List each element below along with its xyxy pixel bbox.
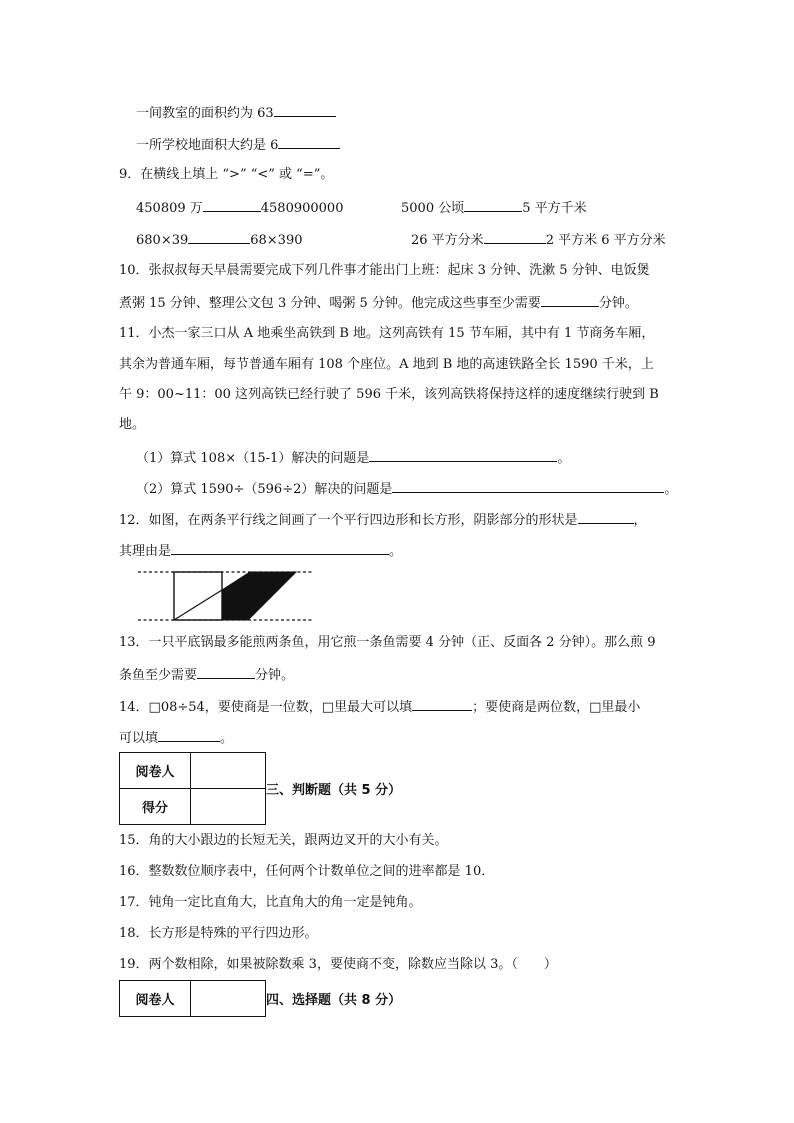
question-11-sub2	[136, 479, 677, 499]
question-18	[119, 925, 318, 943]
answer-blank[interactable]	[158, 728, 220, 742]
question-text: 11．小杰一家三口从 A 地乘坐高铁到 B 地。这列高铁有 15 节车厢，其中有 1 节商务车厢，	[119, 326, 655, 341]
question-text: 13．一只平底锅最多能煎两条鱼，用它煎一条鱼需要 4 分钟（正、反面各 2 分钟）。那么煎 9	[119, 635, 656, 650]
text-line	[136, 135, 340, 155]
compare-left: 450809 万	[136, 201, 203, 216]
answer-blank[interactable]	[203, 198, 261, 212]
question-text: 其理由是	[119, 544, 172, 559]
answer-blank[interactable]	[274, 103, 336, 117]
grader-score-table	[119, 752, 266, 825]
question-text: 条鱼至少需要	[119, 668, 198, 683]
compare-item	[401, 198, 587, 218]
compare-right: 2 平方米 6 平方分米	[545, 233, 666, 248]
compare-left: 680×39	[136, 233, 189, 248]
text-line	[136, 103, 336, 123]
question-text: 。	[557, 451, 571, 466]
question-text: 分钟。	[255, 668, 295, 683]
score-label: 得分	[120, 789, 191, 825]
grader-label: 阅卷人	[120, 981, 191, 1017]
question-text: 午 9：00~11：00 这列高铁已经行驶了 596 千米，该列高铁将保持这样的速度继续行驶到 B	[119, 387, 659, 402]
question-text: 。	[220, 731, 234, 746]
section-title-judgement: 三、判断题（共 5 分）	[266, 783, 402, 798]
question-text: 。	[664, 482, 678, 497]
question-17	[119, 894, 422, 912]
shaded-region	[222, 572, 296, 620]
answer-blank[interactable]	[464, 198, 522, 212]
answer-blank[interactable]	[197, 665, 255, 679]
question-9	[119, 166, 333, 184]
question-text: 地。	[119, 417, 146, 432]
question-13-cont	[119, 665, 294, 685]
question-11-cont	[119, 386, 659, 404]
parallel-lines-figure	[136, 566, 316, 626]
answer-blank[interactable]	[392, 479, 664, 493]
question-text: 18．长方形是特殊的平行四边形。	[119, 926, 318, 941]
answer-blank[interactable]	[369, 448, 557, 462]
compare-item	[136, 230, 303, 250]
question-text: （1）算式 108×（15-1）解决的问题是	[136, 451, 370, 466]
grader-table	[119, 980, 266, 1017]
parallelogram-edge	[174, 590, 222, 620]
answer-blank[interactable]	[171, 541, 389, 555]
answer-blank[interactable]	[412, 697, 472, 711]
answer-blank[interactable]	[578, 510, 634, 524]
question-15	[119, 832, 448, 850]
question-13	[119, 634, 656, 652]
answer-blank[interactable]	[484, 230, 546, 244]
question-11-sub1	[136, 448, 570, 468]
question-text: 10．张叔叔每天早晨需要完成下列几件事才能出门上班：起床 3 分钟、洗漱 5 分钟、电饭煲	[119, 263, 650, 278]
question-text: 分钟。	[598, 296, 638, 311]
question-16	[119, 863, 494, 881]
question-text: 其余为普通车厢，每节普通车厢有 108 个座位。A 地到 B 地的高速铁路全长 1590 千米，上	[119, 357, 654, 372]
rectangle-shape	[174, 572, 222, 620]
score-cell[interactable]	[191, 789, 266, 825]
compare-right: 5 平方千米	[522, 201, 587, 216]
line-text: 一间教室的面积约为 63	[136, 106, 274, 121]
compare-left: 26 平方分米	[411, 233, 484, 248]
question-12-cont	[119, 541, 402, 561]
question-12	[119, 510, 647, 530]
question-text: 12．如图，在两条平行线之间画了一个平行四边形和长方形，阴影部分的形状是	[119, 513, 578, 528]
question-text: 。	[389, 544, 403, 559]
question-text: （2）算式 1590÷（596÷2）解决的问题是	[136, 482, 393, 497]
question-text: 15．角的大小跟边的长短无关，跟两边叉开的大小有关。	[119, 833, 448, 848]
question-text: ；要使商是两位数，□里最小	[472, 700, 641, 715]
answer-blank[interactable]	[541, 293, 599, 307]
compare-right: 68×390	[250, 233, 303, 248]
question-10-cont	[119, 293, 638, 313]
answer-blank[interactable]	[188, 230, 250, 244]
line-text: 一所学校地面积大约是 6	[136, 138, 279, 153]
compare-item	[136, 198, 343, 218]
grader-cell[interactable]	[191, 753, 266, 789]
question-text: 16．整数数位顺序表中，任何两个计数单位之间的进率都是 10．	[119, 864, 495, 879]
question-text: 煮粥 15 分钟、整理公文包 3 分钟、喝粥 5 分钟。他完成这些事至少需要	[119, 296, 541, 311]
compare-left: 5000 公顷	[401, 201, 465, 216]
question-text: 可以填	[119, 731, 159, 746]
question-11-cont	[119, 416, 145, 434]
question-text: 14．□08÷54，要使商是一位数，□里最大可以填	[119, 700, 413, 715]
section-title-choice: 四、选择题（共 8 分）	[266, 993, 402, 1008]
question-19	[119, 956, 557, 974]
question-10	[119, 262, 650, 280]
question-11	[119, 325, 654, 343]
question-14	[119, 697, 640, 717]
compare-item	[411, 230, 666, 250]
question-text: 19．两个数相除，如果被除数乘 3，要使商不变，除数应当除以 3。（ ）	[119, 957, 557, 972]
answer-blank[interactable]	[278, 135, 340, 149]
question-text: ，	[633, 513, 647, 528]
question-11-cont	[119, 356, 654, 374]
grader-cell[interactable]	[191, 981, 266, 1017]
question-text: 17．钝角一定比直角大，比直角大的角一定是钝角。	[119, 895, 422, 910]
grader-label: 阅卷人	[120, 753, 191, 789]
compare-right: 4580900000	[260, 201, 344, 216]
question-14-cont	[119, 728, 233, 748]
question-text: 9．在横线上填上 “>” “<” 或 “=”。	[119, 167, 334, 182]
